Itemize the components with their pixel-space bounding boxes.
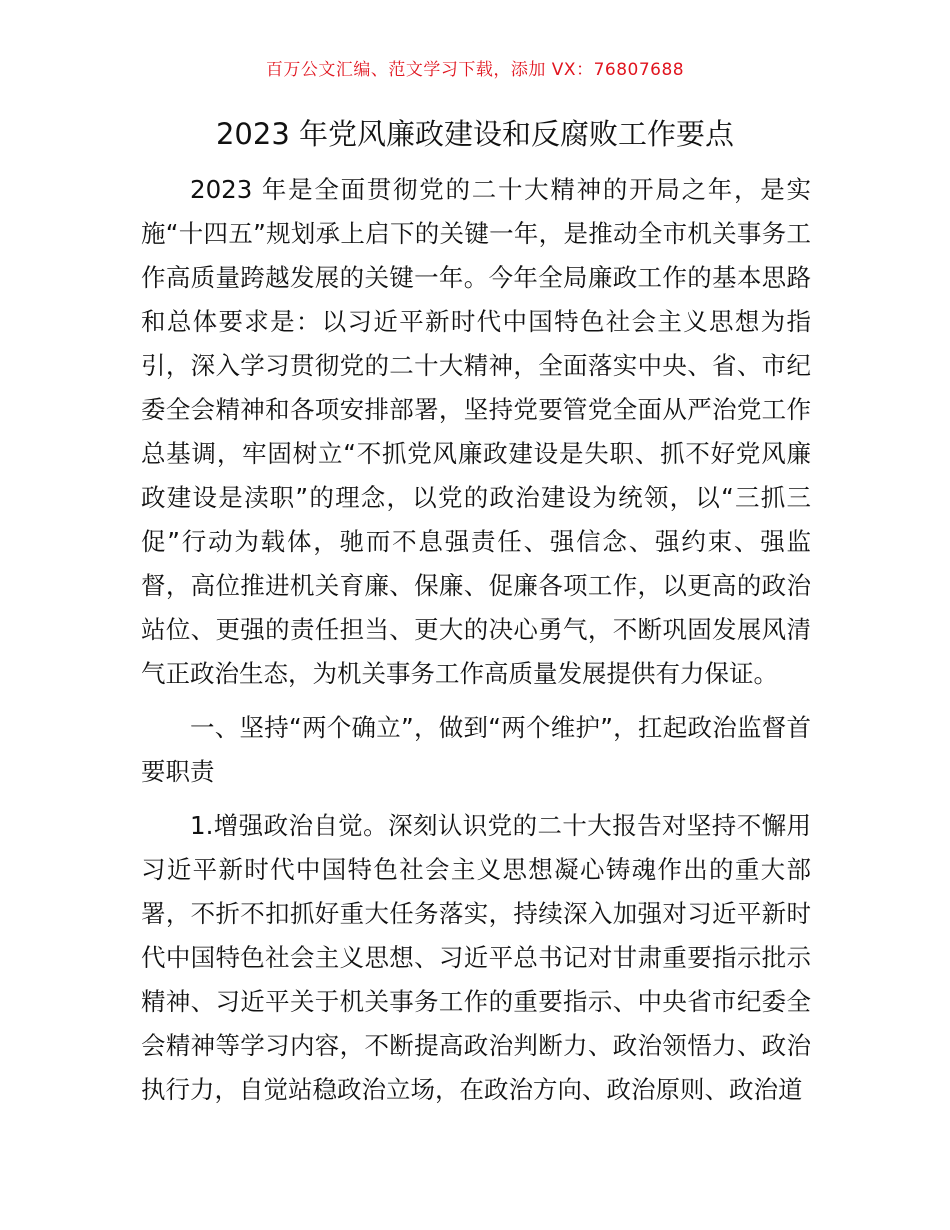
header-note: 百万公文汇编、范文学习下载，添加 VX：76807688 [265,60,685,80]
section-heading-1: 一、坚持“两个确立”，做到“两个维护”，扛起政治监督首要职责 [141,713,811,786]
document-body [141,168,811,1112]
document-title: 2023 年党风廉政建设和反腐败工作要点 [215,117,735,151]
item-paragraph-1: 1.增强政治自觉。深刻认识党的二十大报告对坚持不懈用习近平新时代中国特色社会主义思想凝心铸魂作出的重大部署，不折不扣抓好重大任务落实，持续深入加强对习近平新时代中国特色社会主义思想、习近平总书记对甘肃重要指示批示精神、习近平关于机关事务工作的重要指示、中央省市纪委全会精神等学习内容，不断提高政治判断力、政治领悟力、政治执行力，自觉站稳政治立场，在政治方向、政治原则、政治道 [141,811,811,1104]
intro-paragraph: 2023 年是全面贯彻党的二十大精神的开局之年，是实施“十四五”规划承上启下的关键一年，是推动全市机关事务工作高质量跨越发展的关键一年。今年全局廉政工作的基本思路和总体要求是：以习近平新时代中国特色社会主义思想为指引，深入学习贯彻党的二十大精神，全面落实中央、省、市纪委全会精神和各项安排部署，坚持党要管党全面从严治党工作总基调，牢固树立“不抓党风廉政建设是失职、抓不好党风廉政建设是渎职”的理念，以党的政治建设为统领，以“三抓三促”行动为载体，驰而不息强责任、强信念、强约束、强监督，高位推进机关育廉、保廉、促廉各项工作，以更高的政治站位、更强的责任担当、更大的决心勇气，不断巩固发展风清气正政治生态，为机关事务工作高质量发展提供有力保证。 [141,175,811,688]
